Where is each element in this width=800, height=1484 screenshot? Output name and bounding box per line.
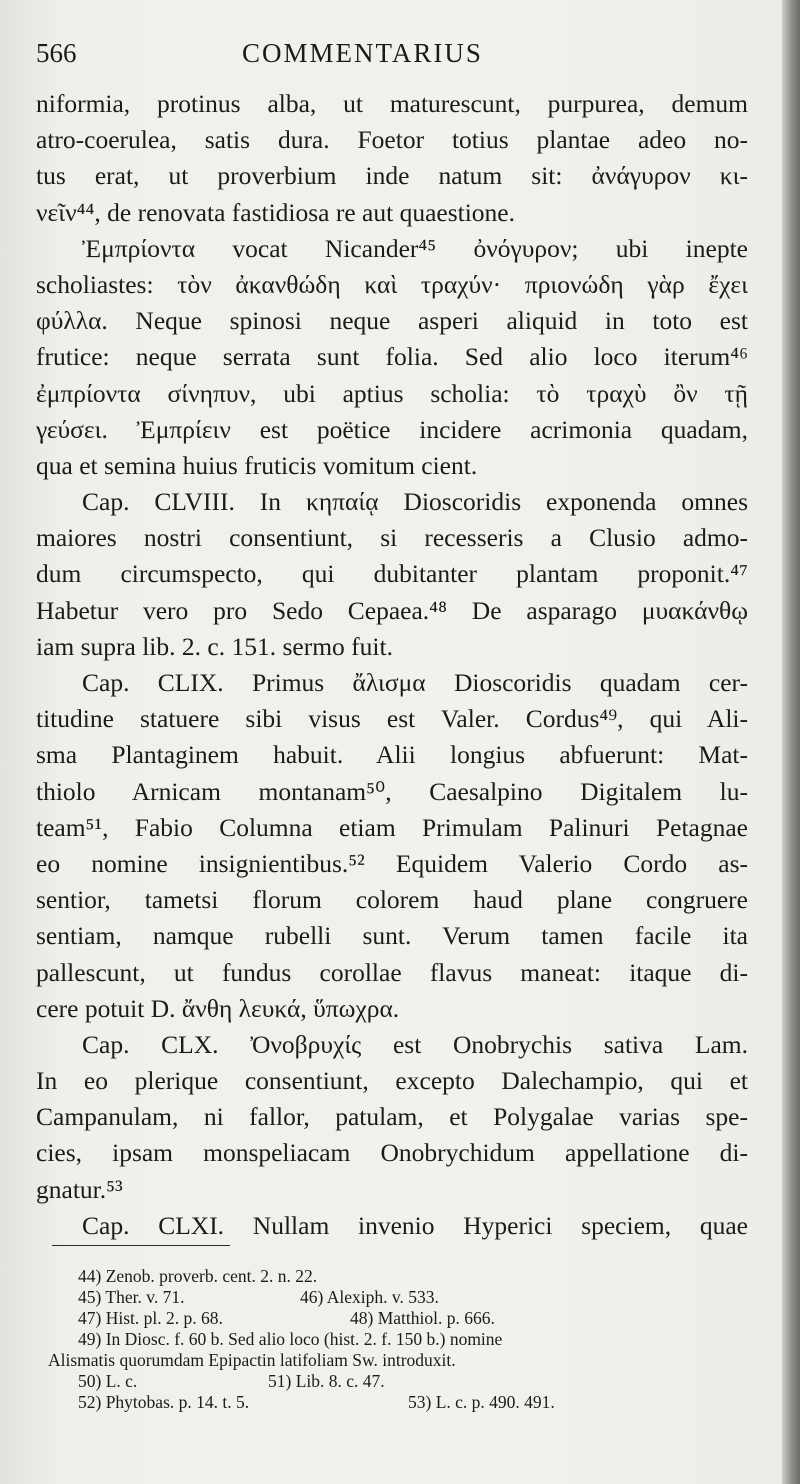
text-line: eo nomine insignientibus.⁵² Equidem Valerio Cordo as- [36,848,748,878]
text-line: γεύσει. Ἐμπρίειν est poëtice incidere acrimonia quadam, [36,414,748,444]
text-line: tus erat, ut proverbium inde natum sit: ἀνάγυρον κι- [36,161,748,191]
footnote-49-continued: Alismatis quorumdam Epipactin latifoliam Sw. introduxit. [48,1350,456,1370]
text-line: Campanulam, ni fallor, patulam, et Polygalae varias spe- [36,1102,748,1132]
footnote-49: 49) In Diosc. f. 60 b. Sed alio loco (hist. 2. f. 150 b.) nomine [78,1329,503,1349]
page-header [36,38,746,78]
footnote-line [48,1371,748,1392]
footnote-53: 53) L. c. p. 490. 491. [408,1392,555,1412]
text-line: ἐμπρίοντα σίνηπυν, ubi aptius scholia: τὸ τραχὺ ὂν τῇ [36,378,748,408]
footnote-line [48,1329,748,1350]
footnote-46: 46) Alexiph. v. 533. [300,1287,439,1307]
text-line: Cap. CLXI. Nullam invenio Hyperici speciem, quae [82,1210,748,1240]
text-line: νεῖν⁴⁴, de renovata fastidiosa re aut quaestione. [36,197,515,227]
text-line: pallescunt, ut fundus corollae flavus maneat: itaque di- [36,957,748,987]
footnote-line [48,1266,748,1287]
text-line: titudine statuere sibi visus est Valer. Cordus⁴⁹, qui Ali- [36,704,748,734]
text-line: cere potuit D. ἄνθη λευκά, ὕπωχρα. [36,993,400,1023]
text-line: scholiastes: τὸν ἀκανθώδη καὶ τραχύν· πριονώδη γὰρ ἔχει [36,269,748,299]
text-line: frutice: neque serrata sunt folia. Sed alio loco iterum⁴⁶ [36,342,748,372]
running-head: COMMENTARIUS [242,38,483,68]
footnote-52: 52) Phytobas. p. 14. t. 5. [78,1392,250,1412]
text-line: Ἐμπρίοντα vocat Nicander⁴⁵ ὀνόγυρον; ubi inepte [82,233,748,263]
text-line: atro-coerulea, satis dura. Foetor totius plantae adeo no- [36,125,748,155]
text-line: gnatur.⁵³ [36,1174,123,1204]
page-edge-shadow [782,0,800,1484]
text-line: iam supra lib. 2. c. 151. sermo fuit. [36,631,393,661]
text-line: sentior, tametsi florum colorem haud plane congruere [36,885,748,915]
footnote-line [48,1392,748,1413]
text-line: In eo plerique consentiunt, excepto Dalechampio, qui et [36,1066,748,1096]
text-line: cies, ipsam monspeliacam Onobrychidum appellatione di- [36,1138,748,1168]
text-line: sentiam, namque rubelli sunt. Verum tamen facile ita [36,921,748,951]
text-line: Habetur vero pro Sedo Cepaea.⁴⁸ De asparago μυακάνθῳ [36,595,748,625]
footnotes [48,1266,748,1413]
footnote-rule [52,1245,230,1246]
footnote-47: 47) Hist. pl. 2. p. 68. [78,1308,223,1328]
text-line: team⁵¹, Fabio Columna etiam Primulam Palinuri Petagnae [36,812,748,842]
text-line: Cap. CLX. Ὀνοβρυχίς est Onobrychis sativa Lam. [82,1029,748,1059]
text-line: Cap. CLIX. Primus ἄλισμα Dioscoridis quadam cer- [82,668,748,697]
text-line: thiolo Arnicam montanam⁵⁰, Caesalpino Digitalem lu- [36,776,748,806]
footnote-44: 44) Zenob. proverb. cent. 2. n. 22. [78,1266,318,1286]
page-number: 566 [36,38,77,68]
footnote-51: 51) Lib. 8. c. 47. [268,1371,385,1391]
text-line: qua et semina huius fruticis vomitum cient. [36,450,478,480]
body-text [36,86,748,1244]
footnote-48: 48) Matthiol. p. 666. [350,1308,495,1328]
footnote-50: 50) L. c. [78,1371,138,1391]
footnote-line [48,1287,748,1308]
text-line: sma Plantaginem habuit. Alii longius abfuerunt: Mat- [36,740,748,770]
text-line: niformia, protinus alba, ut maturescunt, purpurea, demum [36,89,748,118]
footnote-45: 45) Ther. v. 71. [78,1287,185,1307]
footnote-line [48,1350,748,1371]
text-line: φύλλα. Neque spinosi neque asperi aliquid in toto est [36,306,748,336]
text-line: Cap. CLVIII. In κηπαίᾳ Dioscoridis exponenda omnes [82,487,748,517]
text-line: dum circumspecto, qui dubitanter plantam proponit.⁴⁷ [36,559,748,589]
footnote-line [48,1308,748,1329]
text-line: maiores nostri consentiunt, si recesseris a Clusio admo- [36,523,748,553]
